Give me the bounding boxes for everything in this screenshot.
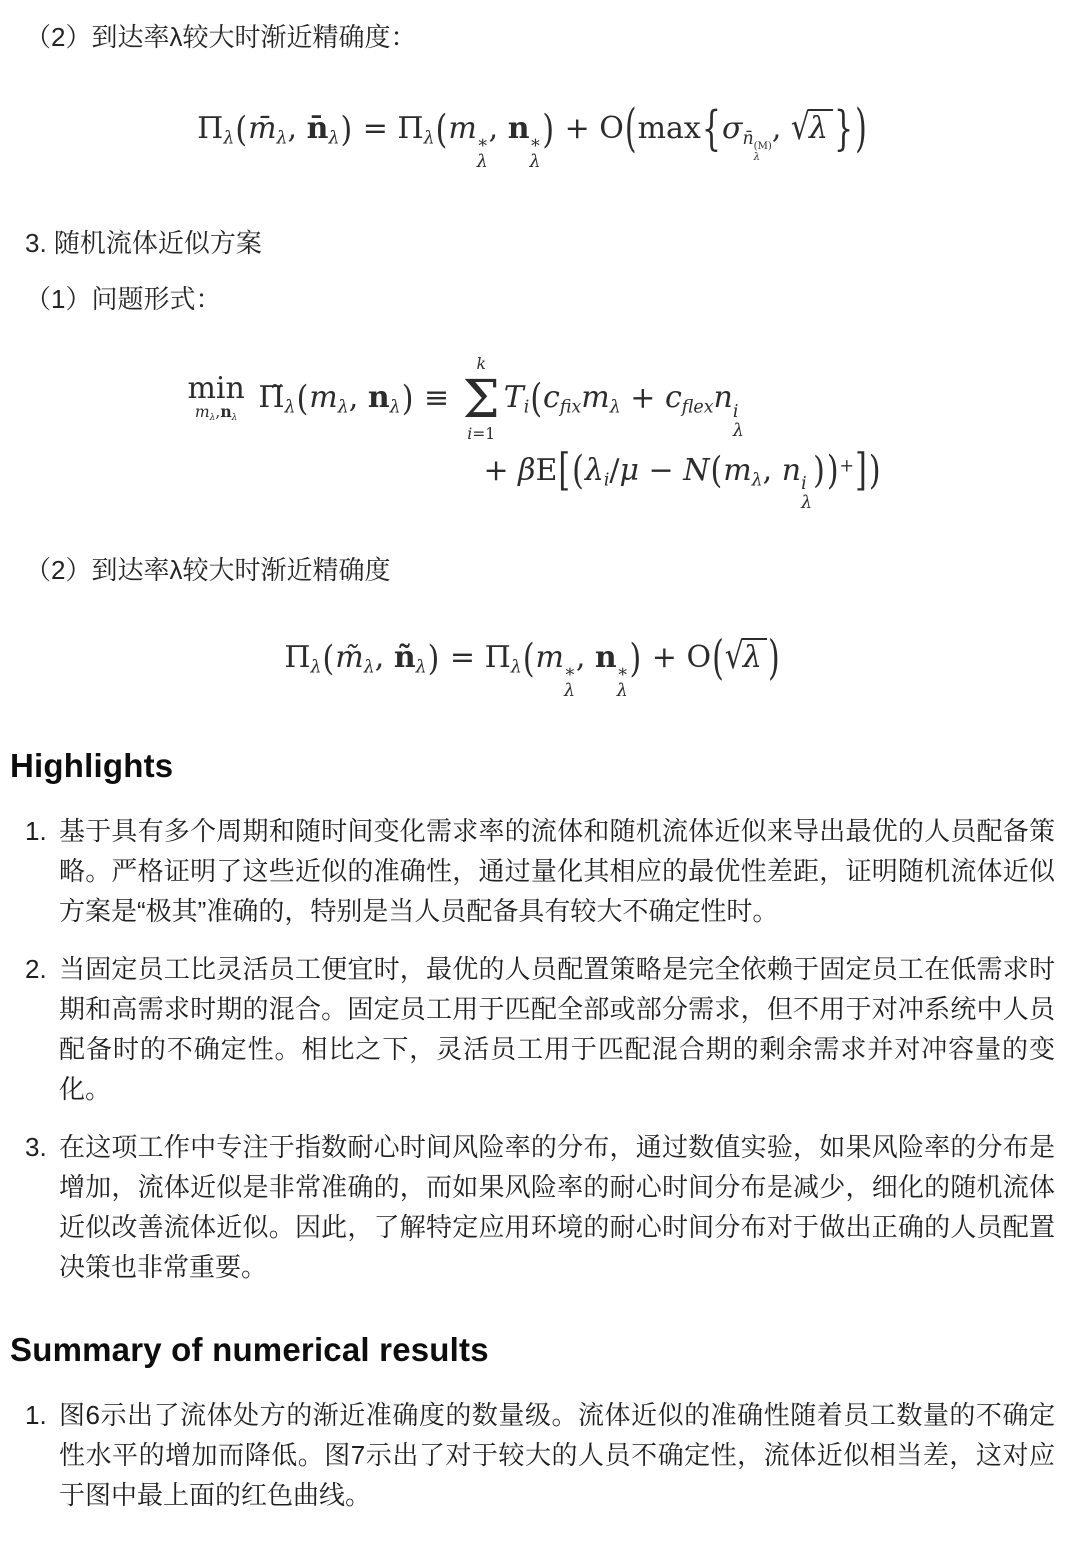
summary-list bbox=[10, 1395, 1055, 1515]
list-item-number: 3. bbox=[25, 1132, 47, 1163]
highlights-list bbox=[10, 811, 1055, 1287]
item-3-label: 3. 随机流体近似方案 bbox=[25, 227, 262, 258]
list-item-number: 1. bbox=[25, 816, 47, 847]
list-item bbox=[25, 949, 1055, 1109]
subitem-1-label: （1）问题形式： bbox=[25, 283, 222, 314]
summary-heading: Summary of numerical results bbox=[10, 1331, 489, 1369]
formula-line-1: min mλ,nλ Π̃λ(mλ, nλ) ≡ k Σ i=1 Ti(cfixmλ + cflexn i λ bbox=[187, 354, 744, 443]
list-item-text: 在这项工作中专注于指数耐心时间风险率的分布，通过数值实验，如果风险率的分布是增加，流体近似是非常准确的，而如果风险率的耐心时间分布是减少，细化的随机流体近似改善流体近似。因此，了解特定应用环境的耐心时间分布对于做出正确的人员配置决策也非常重要。 bbox=[59, 1132, 1055, 1283]
list-item-text: 当固定员工比灵活员工便宜时，最优的人员配置策略是完全依赖于固定员工在低需求时期和高需求时期的混合。固定员工用于匹配全部或部分需求，但不用于对冲系统中人员配备时的不确定性。相比之下，灵活员工用于匹配混合期的剩余需求并对冲容量的变化。 bbox=[59, 954, 1055, 1105]
subitem-2b-label: （2）到达率λ较大时渐近精确度 bbox=[25, 555, 391, 586]
subitem-2a-label: （2）到达率λ较大时渐近精确度： bbox=[25, 22, 417, 52]
list-item bbox=[25, 811, 1055, 931]
highlights-heading: Highlights bbox=[10, 747, 174, 785]
list-item-number: 2. bbox=[25, 954, 47, 985]
list-item-text: 图6示出了流体处方的渐近准确度的数量级。流体近似的准确性随着员工数量的不确定性水平的增加而降低。图7示出了对于较大的人员不确定性，流体近似相当差，这对应于图中最上面的红色曲线。 bbox=[59, 1400, 1055, 1511]
list-item-number: 1. bbox=[25, 1400, 47, 1431]
list-item-text: 基于具有多个周期和随时间变化需求率的流体和随机流体近似来导出最优的人员配备策略。严格证明了这些近似的准确性，通过量化其相应的最优性差距，证明随机流体近似方案是“极其”准确的，特别是当人员配备具有较大不确定性时。 bbox=[59, 816, 1055, 927]
formula-stochastic-fluid-problem bbox=[10, 355, 1055, 514]
list-item bbox=[25, 1127, 1055, 1287]
formula-line-2: + βE[(λi/μ − N(mλ, n i λ ))+]) bbox=[483, 445, 881, 514]
list-item bbox=[25, 1395, 1055, 1515]
formula-stochastic-asymptotic-accuracy: Πλ(m̃λ, ñλ) = Πλ(m ∗ λ , n ∗ λ ) + O( √ λ ) bbox=[284, 631, 780, 702]
formula-align-block bbox=[183, 355, 881, 514]
formula-fluid-asymptotic-accuracy: Πλ(m̄λ, n̄λ) = Πλ(m ∗ λ , n ∗ λ ) + O(max{σn̄ (M) λ , √ λ }) bbox=[197, 99, 867, 172]
